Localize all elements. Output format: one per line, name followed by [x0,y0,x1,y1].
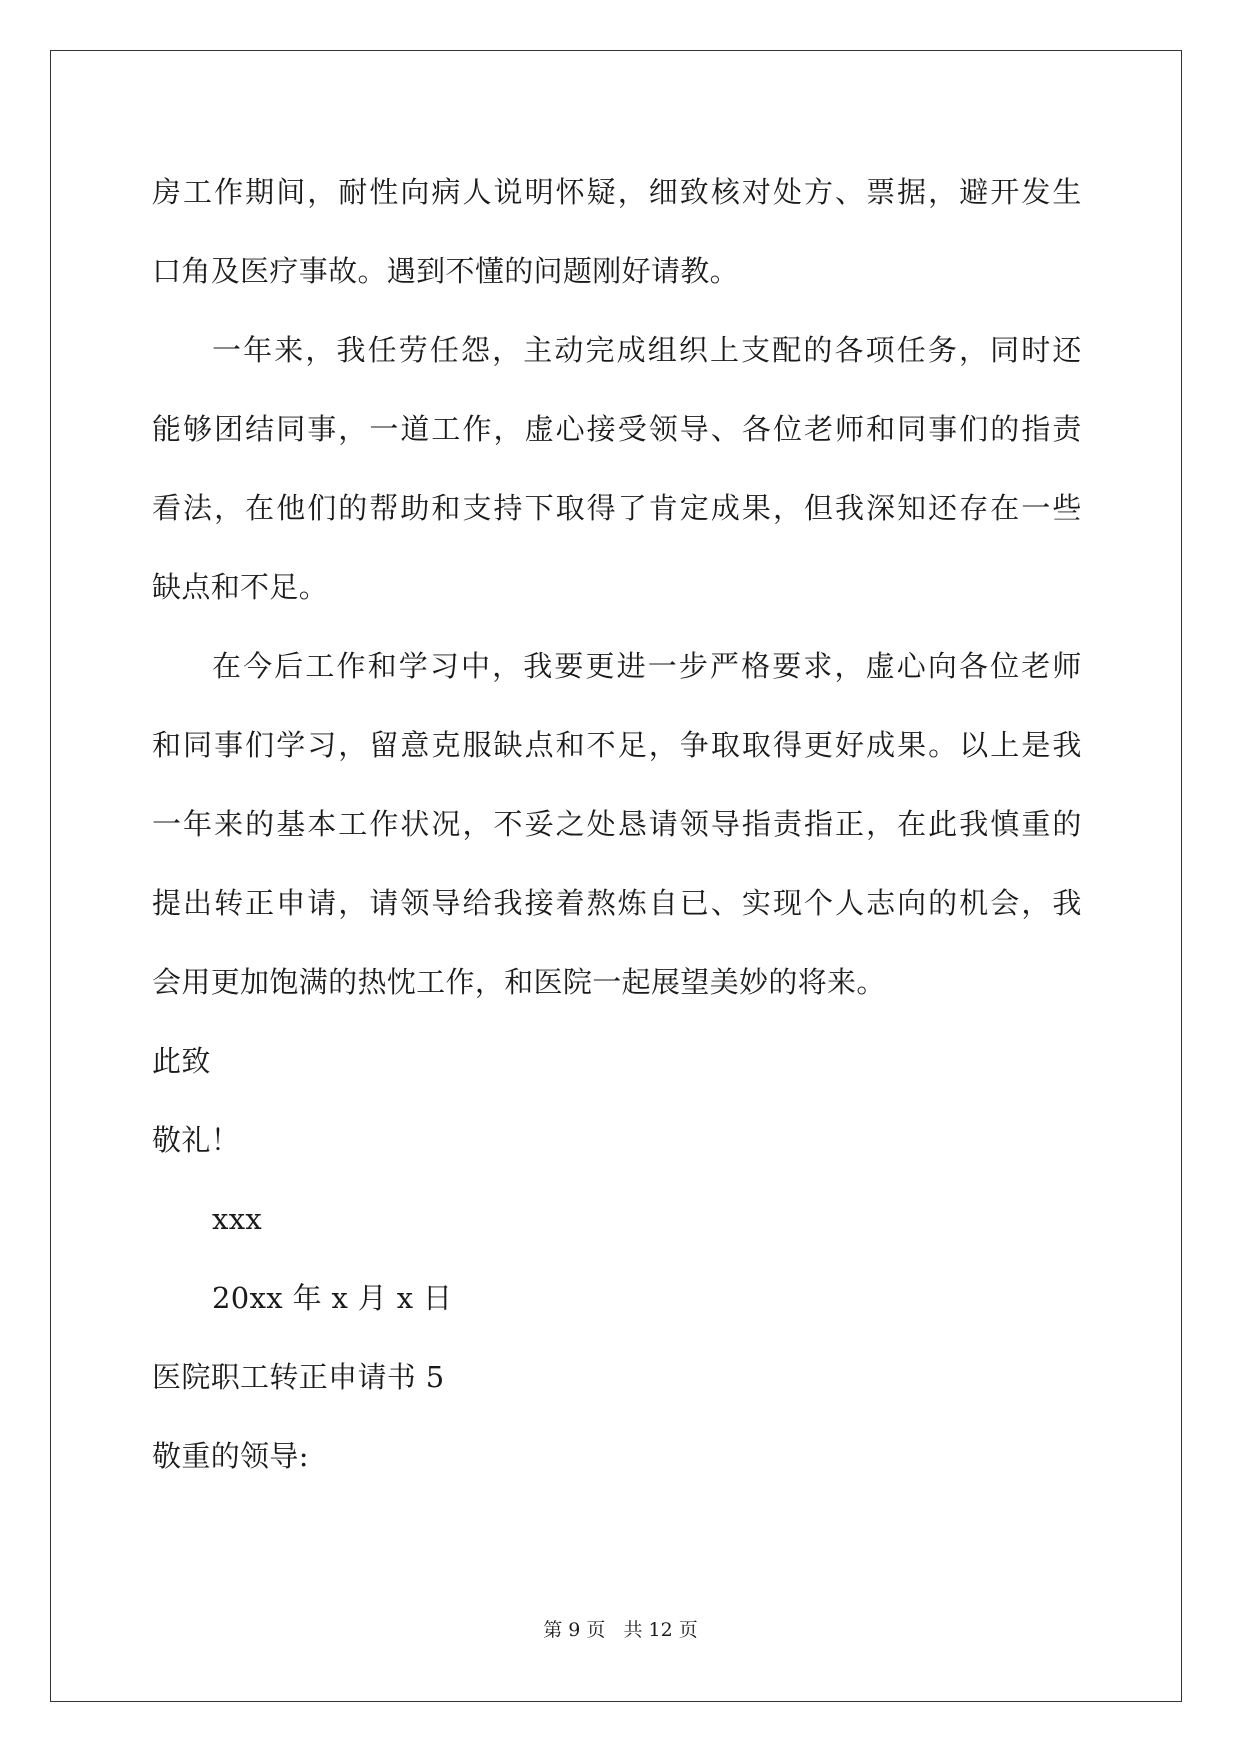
footer-page-current: 第 9 页 [543,1619,606,1641]
closing-salutation: 此致 [152,1044,211,1078]
body-line-1: 房 工 作 期 间 ， 耐 性 向 病 人 说 明 怀 疑 ， 细 致 核 对 处 方 、 票 据 ， 避 开 发 生 [152,175,1082,209]
body-line-8: 和 同 事 们 学 习 ， 留 意 克 服 缺 点 和 不 足 ， 争 取 取 得 更 好 成 果 。 以 上 是 我 [152,728,1082,762]
closing-regards: 敬礼！ [152,1123,241,1157]
body-line-2: 口角及医疗事故。遇到不懂的问题刚好请教。 [152,254,740,288]
body-line-7: 在 今 后 工 作 和 学 习 中 ， 我 要 更 进 一 步 严 格 要 求 ， 虚 心 向 各 位 老 师 [212,649,1082,683]
signature-name: xxx [212,1202,263,1236]
body-line-6: 缺点和不足。 [152,570,329,604]
body-line-9: 一 年 来 的 基 本 工 作 状 况 ， 不 妥 之 处 恳 请 领 导 指 责 指 正 ， 在 此 我 慎 重 的 [152,807,1082,841]
body-line-5: 看 法 ， 在 他 们 的 帮 助 和 支 持 下 取 得 了 肯 定 成 果 ， 但 我 深 知 还 存 在 一 些 [152,491,1082,525]
body-line-4: 能 够 团 结 同 事 ， 一 道 工 作 ， 虚 心 接 受 领 导 、 各 位 老 师 和 同 事 们 的 指 责 [152,412,1082,446]
page-footer [0,1618,1241,1642]
signature-date: 20xx 年 x 月 x 日 [212,1281,453,1315]
body-line-3: 一 年 来 ， 我 任 劳 任 怨 ， 主 动 完 成 组 织 上 支 配 的 各 项 任 务 ， 同 时 还 [212,333,1082,367]
greeting: 敬重的领导: [152,1439,309,1473]
body-line-11: 会用更加饱满的热忱工作，和医院一起展望美妙的将来。 [152,965,886,999]
body-line-10: 提 出 转 正 申 请 ， 请 领 导 给 我 接 着 熬 炼 自 已 、 实 现 个 人 志 向 的 机 会 ， 我 [152,886,1082,920]
section-title: 医院职工转正申请书 5 [152,1360,445,1394]
footer-page-total: 共 12 页 [623,1619,698,1641]
